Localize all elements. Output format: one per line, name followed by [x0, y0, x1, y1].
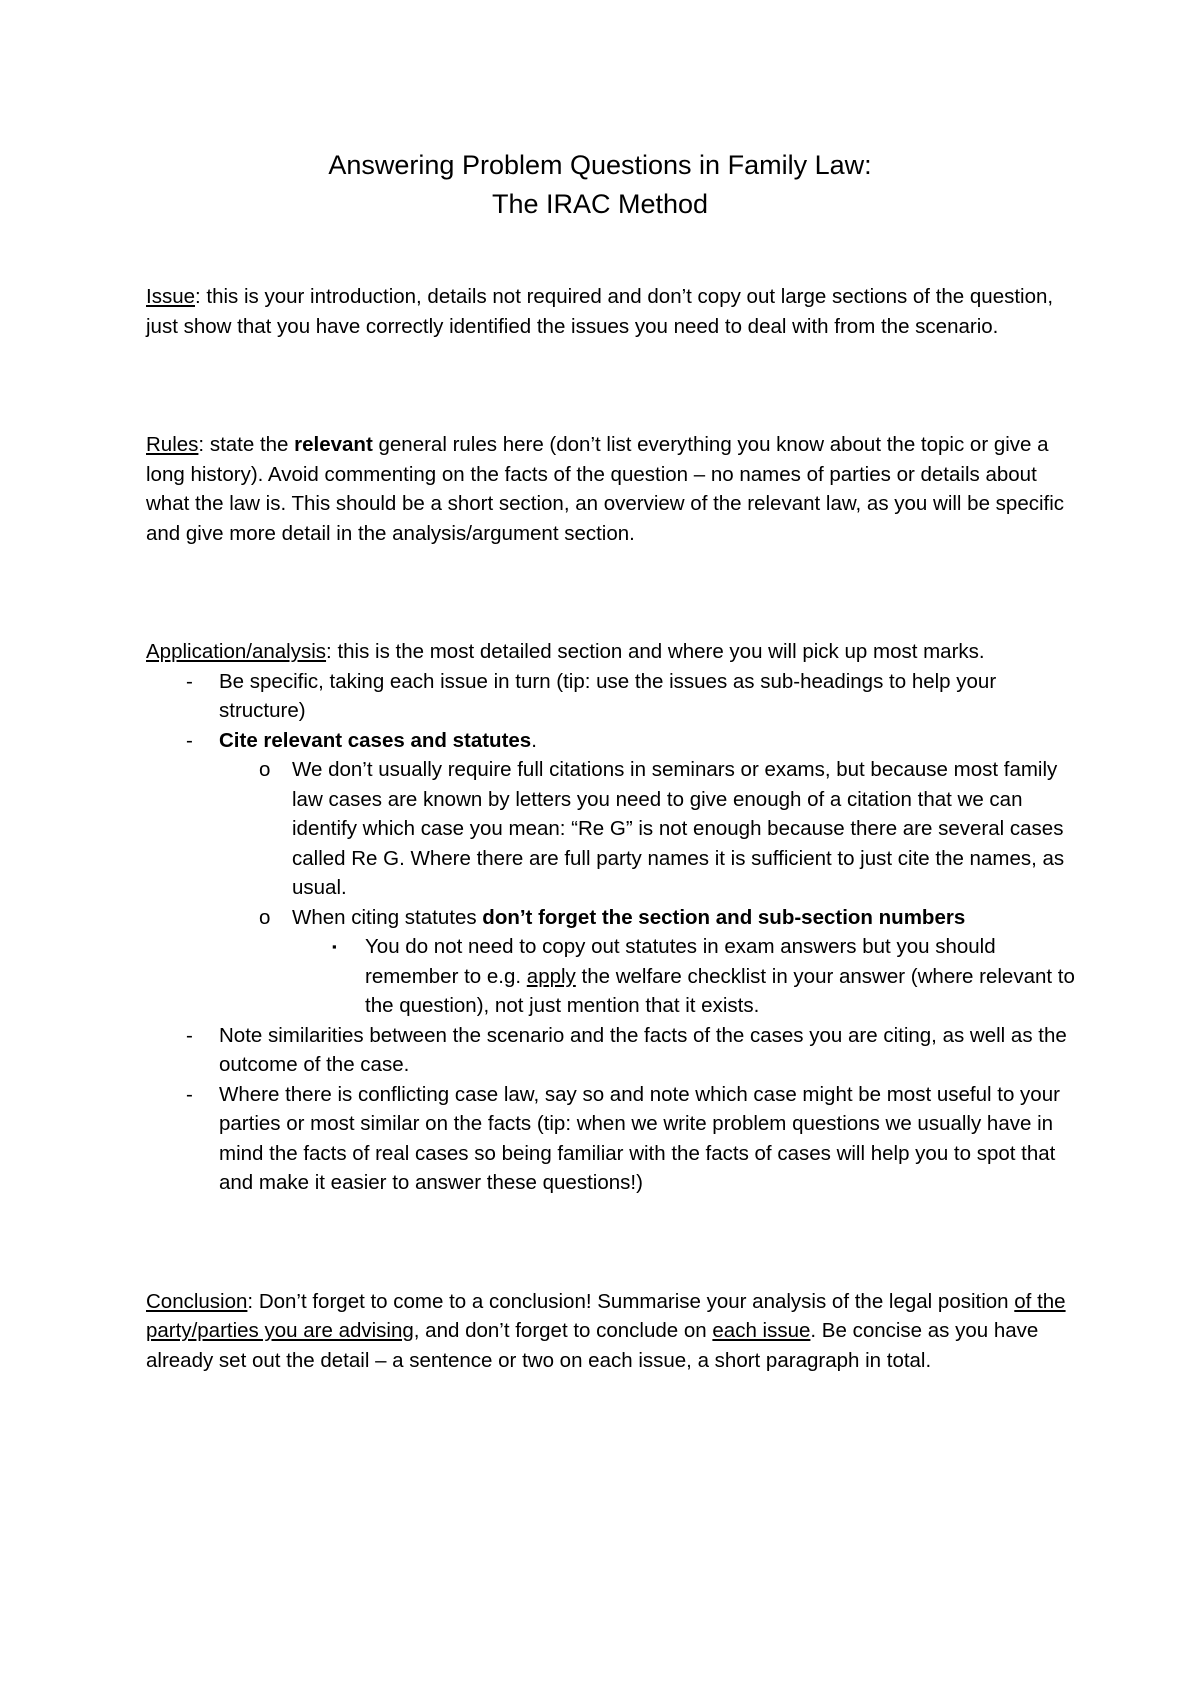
conclusion-underlined-each-issue: each issue [712, 1319, 811, 1342]
list-item-be-specific [146, 667, 1076, 726]
issue-heading: Issue [146, 285, 195, 308]
issue-text: : this is your introduction, details not required and don’t copy out large sections of the question, just show that you have correctly identified the issues you need to deal with from the scenario. [146, 285, 1054, 338]
application-heading: Application/analysis [146, 640, 327, 663]
sub-item-statutes [146, 903, 1076, 933]
rules-heading: Rules [146, 433, 199, 456]
application-paragraph [146, 637, 1076, 667]
application-intro: : this is the most detailed section and where you will pick up most marks. [326, 640, 985, 663]
dash-bullet-icon: - [186, 1023, 193, 1047]
sub-item-bold-text: don’t forget the section and sub-section numbers [482, 905, 966, 929]
dash-bullet-icon: - [186, 1082, 193, 1106]
list-item-similarities [146, 1021, 1076, 1080]
conclusion-underlined-party: of the party/parties you are advising [146, 1289, 1066, 1342]
list-item-bold-text: Cite relevant cases and statutes [219, 728, 532, 752]
list-item-text: . [531, 728, 537, 752]
conclusion-text-3: . Be concise as you have already set out the detail – a sentence or two on each issue, a short paragraph in total. [146, 1319, 1039, 1372]
spacer [146, 1198, 1076, 1287]
list-item-text: Be specific, taking each issue in turn (tip: use the issues as sub-headings to help your structure) [219, 669, 997, 722]
rules-bold-relevant: relevant [294, 433, 373, 456]
circle-bullet-icon: o [259, 758, 271, 781]
dash-bullet-icon: - [186, 669, 193, 693]
sub-sub-item-exam-answers [146, 932, 1076, 1021]
sub-item-citations [146, 755, 1076, 903]
rules-text-pre: : state the [198, 433, 295, 456]
sub-sub-item-underlined-apply: apply [526, 964, 576, 988]
conclusion-paragraph [146, 1287, 1076, 1376]
title-line-1: Answering Problem Questions in Family Law: [328, 150, 872, 180]
spacer [146, 548, 1076, 637]
sub-item-text: We don’t usually require full citations in seminars or exams, but because most family law cases are known by letters you need to give enough of a citation that we can identify which case you mean: “Re G” is not enough because there are several cases called Re G. Where there are full party names it is sufficient to just cite the names, as usual. [292, 758, 1065, 899]
spacer [146, 341, 1076, 430]
conclusion-text-1: : Don’t forget to come to a conclusion! Summarise your analysis of the legal position [247, 1289, 1015, 1313]
document-title [0, 146, 1200, 224]
conclusion-heading: Conclusion [146, 1289, 248, 1313]
rules-paragraph [146, 430, 1076, 548]
sub-item-text: When citing statutes [292, 905, 483, 929]
rules-text-post: general rules here (don’t list everything you know about the topic or give a long history). Avoid commenting on the facts of the question – no names of parties or details about what the law is. This should be a short section, an overview of the relevant law, as you will be specific and give more detail in the analysis/argument section. [146, 433, 1065, 545]
dash-bullet-icon: - [186, 728, 193, 752]
circle-bullet-icon: o [259, 905, 271, 929]
list-item-conflicting-case-law [146, 1080, 1076, 1198]
list-item-text: Note similarities between the scenario and the facts of the cases you are citing, as well as the outcome of the case. [219, 1023, 1067, 1076]
list-item-text: Where there is conflicting case law, say so and note which case might be most useful to your parties or most similar on the facts (tip: when we write problem questions we usually have in mind the facts of real cases so being familiar with the facts of cases will help you to spot that and make it easier to answer these questions!) [219, 1082, 1060, 1194]
sub-sub-item-text-pre: You do not need to copy out statutes in exam answers but you should remember to e.g. [365, 935, 996, 988]
list-item-cite-cases [146, 726, 1076, 756]
square-bullet-icon: ▪ [332, 939, 337, 954]
issue-paragraph [146, 282, 1076, 341]
title-line-2: The IRAC Method [491, 189, 709, 219]
document-body [146, 282, 1076, 1375]
sub-sub-item-text-post: the welfare checklist in your answer (where relevant to the question), not just mention that it exists. [365, 964, 1075, 1017]
conclusion-text-2: , and don’t forget to conclude on [413, 1319, 713, 1342]
